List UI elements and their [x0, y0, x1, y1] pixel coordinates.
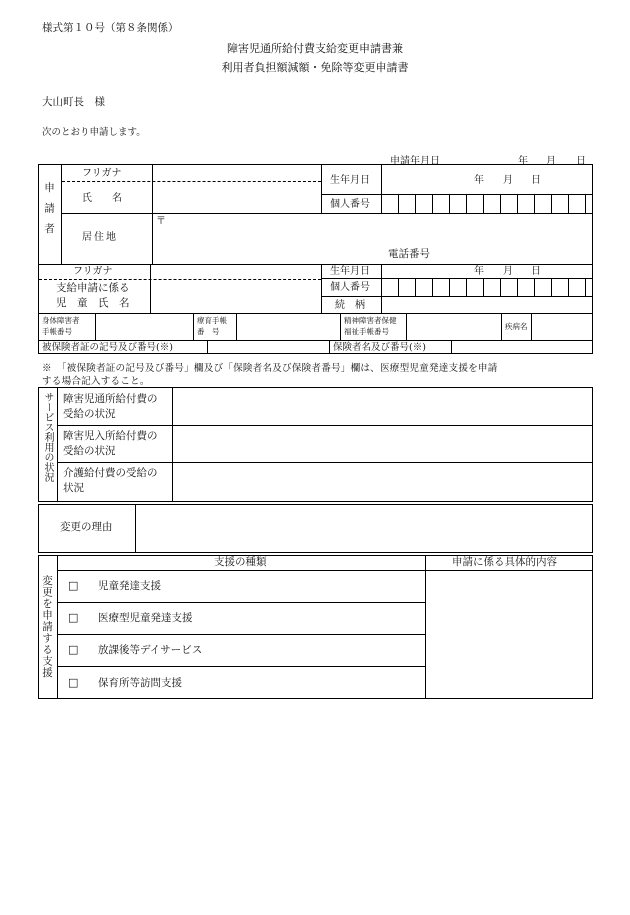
support-item-label: 放課後等デイサービス: [98, 644, 203, 656]
service-row-2-line2: 受給の状況: [63, 445, 116, 457]
checkbox-icon[interactable]: □: [68, 579, 79, 592]
applicant-furigana-label: フリガナ: [82, 168, 122, 179]
apply-date-day: 日: [576, 156, 586, 167]
insurance-number-label: 被保険者証の記号及び番号(※): [42, 342, 173, 353]
service-row-2-field[interactable]: [173, 426, 592, 462]
service-usage-section-label: サービス利用の状況: [42, 392, 53, 482]
service-row-3-field[interactable]: [173, 463, 592, 501]
child-birth-month: 月: [503, 266, 513, 277]
apply-date-year: 年: [518, 156, 528, 167]
apply-date-month: 月: [546, 156, 556, 167]
support-item-label: 児童発達支援: [98, 580, 161, 592]
addressee: 大山町長 様: [42, 96, 105, 108]
support-change-section-label: 変更を申請する支援: [41, 575, 53, 679]
child-name-label-2: 児 童 氏 名: [56, 297, 130, 309]
service-row-1-line1: 障害児通所給付費の: [63, 393, 158, 405]
change-reason-field[interactable]: [136, 505, 592, 552]
ryoiku-cert-label-2: 番 号: [197, 327, 220, 336]
change-reason-label: 変更の理由: [60, 521, 113, 533]
service-row-1-field[interactable]: [173, 388, 592, 425]
child-birth-day: 日: [531, 266, 541, 277]
service-row-1-line2: 受給の状況: [63, 408, 116, 420]
form-title-line2: 利用者負担額減額・免除等変更申請書: [221, 61, 409, 74]
applicant-personal-number-label: 個人番号: [330, 199, 370, 210]
form-number: 様式第１０号（第８条関係）: [42, 22, 179, 34]
note-line1: ※ 「被保険者証の記号及び番号」欄及び「保険者名及び保険者番号」欄は、医療型児童発達支援を申請: [42, 363, 498, 374]
applicant-phone-label: 電話番号: [388, 248, 430, 260]
child-birth-year: 年: [474, 266, 484, 277]
form-title-line1: 障害児通所給付費支給変更申請書兼: [227, 42, 403, 55]
child-relation-label: 続 柄: [335, 300, 365, 311]
child-personal-number-label: 個人番号: [330, 282, 370, 293]
checkbox-icon[interactable]: □: [68, 643, 79, 656]
checkbox-icon[interactable]: □: [68, 676, 79, 689]
child-birth-label: 生年月日: [330, 266, 370, 277]
applicant-birth-day: 日: [531, 175, 541, 186]
note-line2: する場合記入すること。: [42, 376, 150, 387]
apply-date-label: 申請年月日: [390, 156, 440, 167]
service-row-3-line1: 介護給付費の受給の: [63, 467, 158, 479]
support-item-label: 医療型児童発達支援: [98, 612, 193, 624]
applicant-birth-month: 月: [503, 175, 513, 186]
mental-cert-label-2: 福祉手帳番号: [344, 327, 389, 336]
mental-cert-label-1: 精神障害者保健: [344, 316, 397, 325]
applicant-address-field[interactable]: [153, 214, 593, 264]
insurer-label: 保険者名及び番号(※): [333, 342, 426, 353]
postal-mark: 〒: [156, 216, 166, 227]
applicant-name-label: 氏 名: [82, 193, 122, 204]
support-content-header: 申請に係る具体的内容: [452, 556, 557, 568]
service-row-3-line2: 状況: [63, 482, 84, 494]
service-row-2-line1: 障害児入所給付費の: [63, 430, 158, 442]
disease-label: 疾病名: [505, 322, 528, 331]
checkbox-icon[interactable]: □: [68, 611, 79, 624]
physical-cert-label-2: 手帳番号: [42, 327, 72, 336]
support-type-header: 支援の種類: [214, 556, 267, 568]
applicant-birth-year: 年: [474, 175, 484, 186]
child-furigana-label: フリガナ: [73, 266, 113, 277]
intro-text: 次のとおり申請します。: [42, 127, 146, 138]
support-content-field[interactable]: [426, 571, 592, 698]
ryoiku-cert-label-1: 療育手帳: [197, 316, 227, 325]
applicant-section-label: 申請者: [43, 182, 55, 244]
applicant-birth-label: 生年月日: [330, 175, 370, 186]
applicant-address-label: 居住地: [82, 232, 118, 243]
child-name-label-1: 支給申請に係る: [56, 282, 130, 294]
support-item-label: 保育所等訪問支援: [98, 677, 182, 689]
physical-cert-label-1: 身体障害者: [42, 316, 80, 325]
